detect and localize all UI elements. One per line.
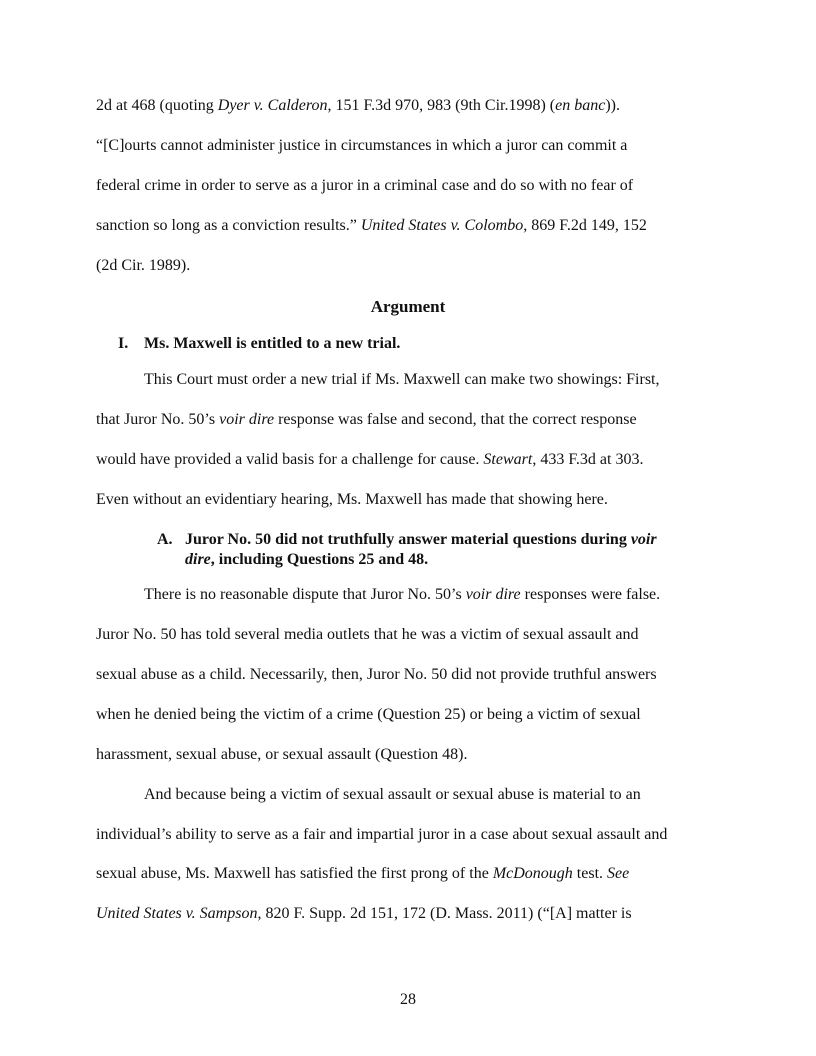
emphasis: voir dire — [465, 586, 521, 603]
citation-note: en banc — [555, 97, 606, 114]
emphasis: dire — [185, 551, 211, 568]
section-heading: Argument — [370, 297, 446, 316]
text-line: sanction so long as a conviction results.” United States v. Colombo, 869 F.2d 149, 152 — [96, 217, 647, 234]
text-line: federal crime in order to serve as a juror in a criminal case and do so with no fear of — [96, 177, 634, 194]
subsection-title-line: dire, including Questions 25 and 48. — [185, 551, 429, 568]
subsection-number: A. — [157, 531, 173, 548]
text-line: Juror No. 50 has told several media outlets that he was a victim of sexual assault and — [96, 626, 639, 643]
text-line: (2d Cir. 1989). — [96, 257, 191, 274]
emphasis: voir dire — [219, 411, 275, 428]
emphasis: voir — [630, 531, 657, 548]
text-line: “[C]ourts cannot administer justice in circumstances in which a juror can commit a — [96, 137, 628, 154]
signal-word: See — [607, 865, 630, 882]
case-name: McDonough — [492, 865, 573, 882]
text-line: sexual abuse, Ms. Maxwell has satisfied the first prong of the McDonough test. See — [96, 865, 630, 882]
page-number: 28 — [400, 991, 416, 1008]
text-line: And because being a victim of sexual assault or sexual abuse is material to an — [144, 786, 641, 803]
text-line: There is no reasonable dispute that Juror No. 50’s voir dire responses were false. — [144, 586, 661, 603]
text-line: that Juror No. 50’s voir dire response was false and second, that the correct response — [96, 411, 637, 428]
text-line: 2d at 468 (quoting Dyer v. Calderon, 151 F.3d 970, 983 (9th Cir.1998) (en banc)). — [96, 97, 620, 114]
text-line: harassment, sexual abuse, or sexual assault (Question 48). — [96, 746, 468, 763]
text-line: This Court must order a new trial if Ms. Maxwell can make two showings: First, — [144, 371, 660, 388]
text-line: United States v. Sampson, 820 F. Supp. 2d 151, 172 (D. Mass. 2011) (“[A] matter is — [96, 905, 632, 922]
case-name: Dyer v. Calderon — [217, 97, 328, 114]
case-name: United States v. Sampson — [96, 905, 258, 922]
text-line: would have provided a valid basis for a challenge for cause. Stewart, 433 F.3d at 303. — [96, 451, 644, 468]
section-title: Ms. Maxwell is entitled to a new trial. — [144, 335, 401, 352]
text-line: individual’s ability to serve as a fair and impartial juror in a case about sexual assault and — [96, 826, 668, 843]
text-line: Even without an evidentiary hearing, Ms. Maxwell has made that showing here. — [96, 491, 608, 508]
case-name: United States v. Colombo — [360, 217, 524, 234]
subsection-title-line: Juror No. 50 did not truthfully answer material questions during voir — [185, 531, 657, 548]
text-line: when he denied being the victim of a crime (Question 25) or being a victim of sexual — [96, 706, 641, 723]
case-name: Stewart — [483, 451, 533, 468]
text-line: sexual abuse as a child. Necessarily, then, Juror No. 50 did not provide truthful answers — [96, 666, 657, 683]
section-number: I. — [118, 335, 129, 352]
